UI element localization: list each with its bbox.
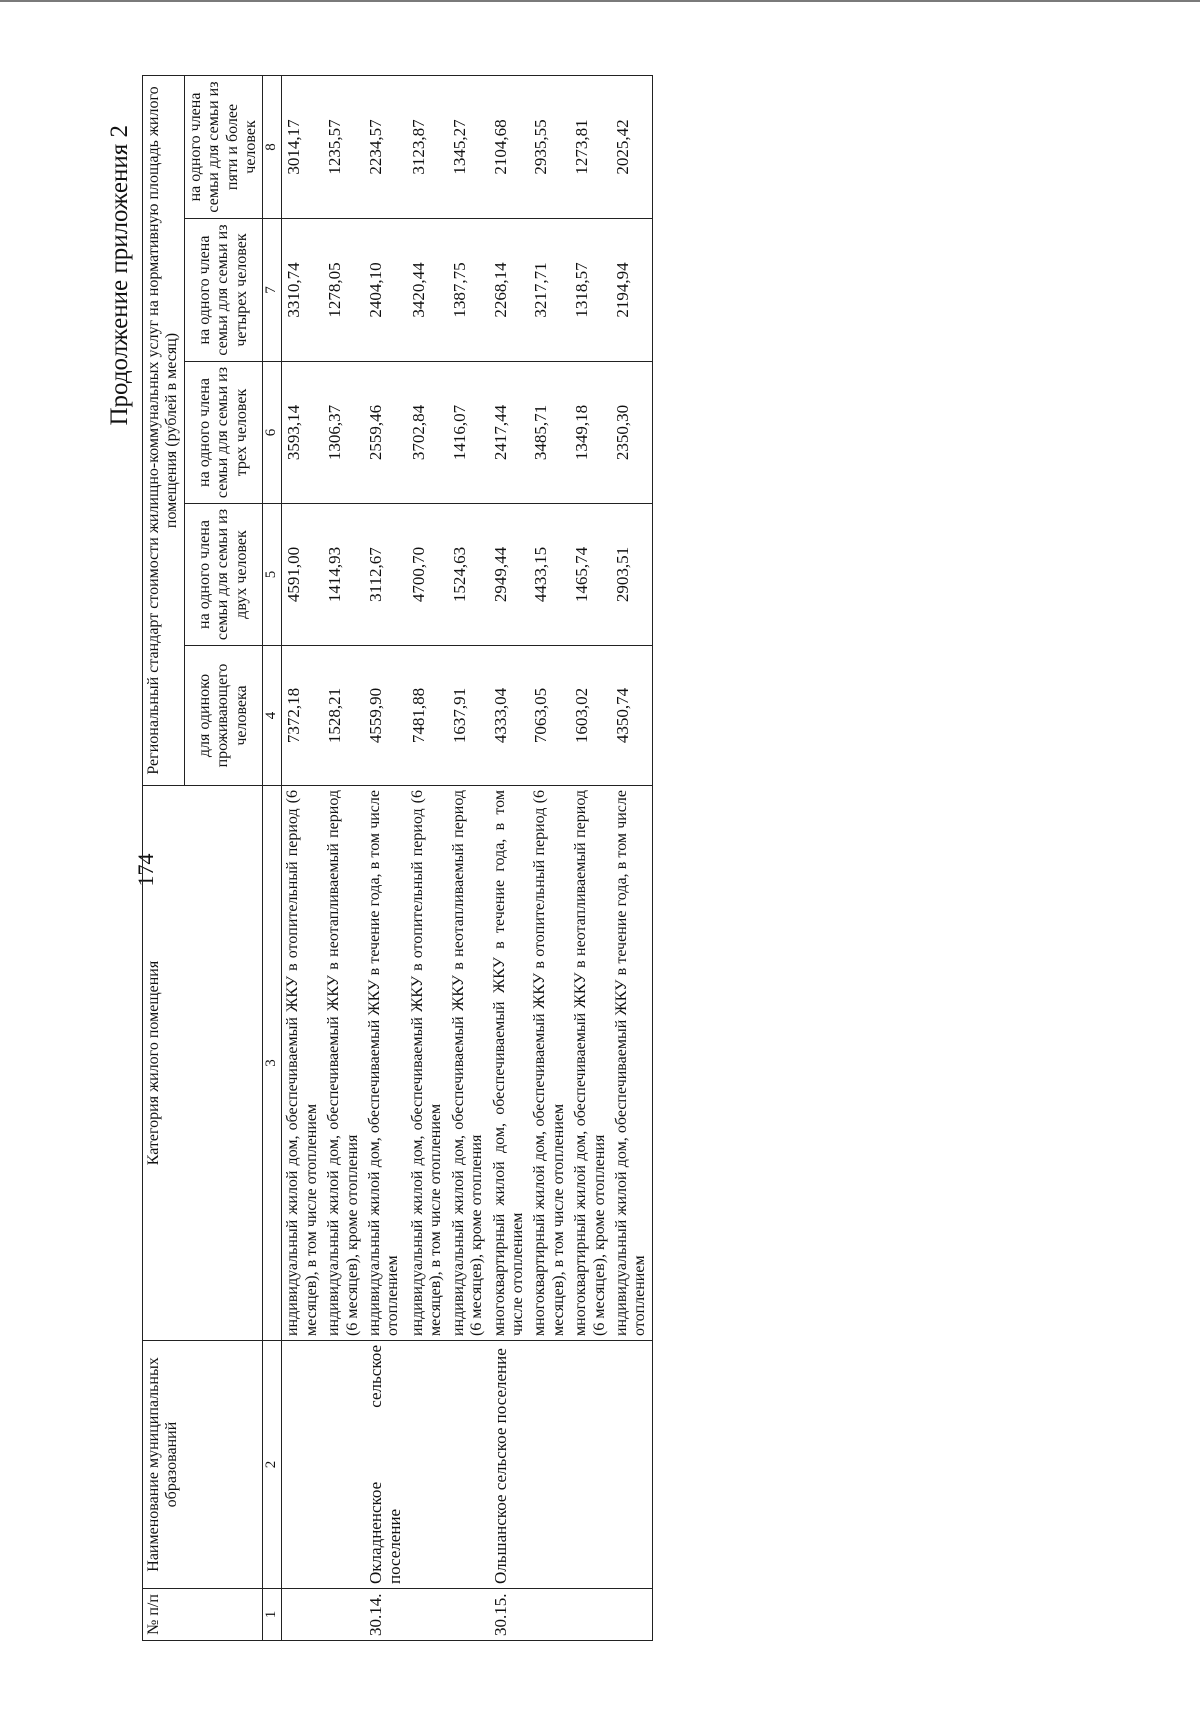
header-col4: для одиноко проживающего человека — [184, 646, 263, 786]
table-row — [611, 75, 652, 1640]
cell-value-two: 2949,44 — [489, 504, 530, 646]
cell-value-two: 1524,63 — [448, 504, 489, 646]
table-row — [323, 75, 364, 1640]
cell-category: индивидуальный жилой дом, обеспечиваемый ЖКУ в течение года, в том числе отоплением — [611, 786, 652, 1341]
header-row-top — [143, 75, 185, 1640]
scan-edge — [0, 0, 1200, 2]
cell-value-three: 3593,14 — [282, 362, 323, 504]
cell-value-single: 4559,90 — [364, 646, 407, 786]
cell-value-single: 1528,21 — [323, 646, 364, 786]
header-npp: № п/п — [143, 1589, 263, 1641]
cell-value-single: 7372,18 — [282, 646, 323, 786]
cell-category: многоквартирный жилой дом, обеспечиваемый ЖКУ в течение года, в том числе отоплением — [489, 786, 530, 1341]
cell-value-four: 1387,75 — [448, 219, 489, 362]
cell-npp — [570, 1589, 611, 1641]
cell-value-five-plus: 1273,81 — [570, 75, 611, 218]
cell-value-single: 4350,74 — [611, 646, 652, 786]
cell-value-four: 3217,71 — [529, 219, 570, 362]
cell-value-single: 7481,88 — [407, 646, 448, 786]
cell-municipality — [282, 1341, 323, 1589]
cell-value-three: 2417,44 — [489, 362, 530, 504]
header-col8: на одного члена семьи для семьи из пяти и более человек — [184, 75, 263, 218]
cell-municipality — [323, 1341, 364, 1589]
cell-category: индивидуальный жилой дом, обеспечиваемый ЖКУ в течение года, в том числе отоплением — [364, 786, 407, 1341]
cell-value-five-plus: 2104,68 — [489, 75, 530, 218]
document-sheet — [100, 35, 1020, 1655]
column-number: 5 — [263, 504, 282, 646]
cell-npp: 30.14. — [364, 1589, 407, 1641]
appendix-title: Продолжение приложения 2 — [106, 125, 133, 426]
header-municipality: Наименование муниципальных образований — [143, 1341, 263, 1589]
cell-value-five-plus: 3014,17 — [282, 75, 323, 218]
cell-value-single: 1637,91 — [448, 646, 489, 786]
cell-municipality — [570, 1341, 611, 1589]
cell-value-four: 2268,14 — [489, 219, 530, 362]
cell-npp: 30.15. — [489, 1589, 530, 1641]
cell-municipality — [448, 1341, 489, 1589]
cell-value-four: 3420,44 — [407, 219, 448, 362]
table-row — [407, 75, 448, 1640]
column-number: 3 — [263, 786, 282, 1341]
cell-value-three: 1306,37 — [323, 362, 364, 504]
cell-municipality — [611, 1341, 652, 1589]
cell-value-two: 1414,93 — [323, 504, 364, 646]
column-number: 1 — [263, 1589, 282, 1641]
cell-municipality — [407, 1341, 448, 1589]
cell-category: индивидуальный жилой дом, обеспечиваемый ЖКУ в неотапливаемый период (6 месяцев), кроме отопления — [448, 786, 489, 1341]
cell-value-four: 3310,74 — [282, 219, 323, 362]
cell-value-three: 3702,84 — [407, 362, 448, 504]
cell-value-three: 2350,30 — [611, 362, 652, 504]
cell-value-five-plus: 1235,57 — [323, 75, 364, 218]
cell-value-five-plus: 3123,87 — [407, 75, 448, 218]
cell-value-three: 1416,07 — [448, 362, 489, 504]
cell-value-four: 2404,10 — [364, 219, 407, 362]
table-row — [282, 75, 323, 1640]
cell-value-four: 1318,57 — [570, 219, 611, 362]
tariff-table — [142, 75, 653, 1641]
table-row — [529, 75, 570, 1640]
column-number: 8 — [263, 75, 282, 218]
table-row — [364, 75, 407, 1640]
header-category: Категория жилого помещения — [143, 786, 263, 1341]
table-row — [489, 75, 530, 1640]
column-number-row — [263, 75, 282, 1640]
column-number: 2 — [263, 1341, 282, 1589]
cell-value-five-plus: 2025,42 — [611, 75, 652, 218]
cell-npp — [529, 1589, 570, 1641]
column-number: 6 — [263, 362, 282, 504]
cell-value-two: 4433,15 — [529, 504, 570, 646]
cell-value-two: 3112,67 — [364, 504, 407, 646]
cell-category: многоквартирный жилой дом, обеспечиваемый ЖКУ в неотапливаемый период (6 месяцев), кроме отопления — [570, 786, 611, 1341]
table-row — [570, 75, 611, 1640]
cell-municipality: Ольшанское сельское поселение — [489, 1341, 530, 1589]
cell-municipality — [529, 1341, 570, 1589]
cell-value-three: 1349,18 — [570, 362, 611, 504]
cell-value-two: 1465,74 — [570, 504, 611, 646]
header-standard-group: Региональный стандарт стоимости жилищно-коммунальных услуг на нормативную площадь жилого помещения (рублей в месяц) — [143, 75, 185, 785]
cell-npp — [611, 1589, 652, 1641]
cell-npp — [323, 1589, 364, 1641]
cell-value-five-plus: 2935,55 — [529, 75, 570, 218]
cell-value-two: 4591,00 — [282, 504, 323, 646]
cell-category: индивидуальный жилой дом, обеспечиваемый ЖКУ в неотапливаемый период (6 месяцев), кроме отопления — [323, 786, 364, 1341]
column-number: 4 — [263, 646, 282, 786]
table-row — [448, 75, 489, 1640]
header-col5: на одного члена семьи для семьи из двух человек — [184, 504, 263, 646]
cell-value-single: 1603,02 — [570, 646, 611, 786]
cell-value-four: 2194,94 — [611, 219, 652, 362]
cell-category: индивидуальный жилой дом, обеспечиваемый ЖКУ в отопительный период (6 месяцев), в том числе отоплением — [407, 786, 448, 1341]
cell-value-two: 4700,70 — [407, 504, 448, 646]
column-number: 7 — [263, 219, 282, 362]
cell-value-five-plus: 1345,27 — [448, 75, 489, 218]
header-col7: на одного члена семьи для семьи из четырех человек — [184, 219, 263, 362]
cell-npp — [282, 1589, 323, 1641]
cell-value-two: 2903,51 — [611, 504, 652, 646]
cell-npp — [448, 1589, 489, 1641]
cell-value-single: 7063,05 — [529, 646, 570, 786]
cell-category: многоквартирный жилой дом, обеспечиваемый ЖКУ в отопительный период (6 месяцев), в том числе отоплением — [529, 786, 570, 1341]
cell-municipality: Окладненское сельское поселение — [364, 1341, 407, 1589]
cell-value-four: 1278,05 — [323, 219, 364, 362]
cell-category: индивидуальный жилой дом, обеспечиваемый ЖКУ в отопительный период (6 месяцев), в том числе отоплением — [282, 786, 323, 1341]
page-number: 174 — [133, 853, 158, 887]
cell-value-three: 3485,71 — [529, 362, 570, 504]
cell-value-single: 4333,04 — [489, 646, 530, 786]
header-col6: на одного члена семьи для семьи из трех человек — [184, 362, 263, 504]
cell-npp — [407, 1589, 448, 1641]
cell-value-five-plus: 2234,57 — [364, 75, 407, 218]
cell-value-three: 2559,46 — [364, 362, 407, 504]
